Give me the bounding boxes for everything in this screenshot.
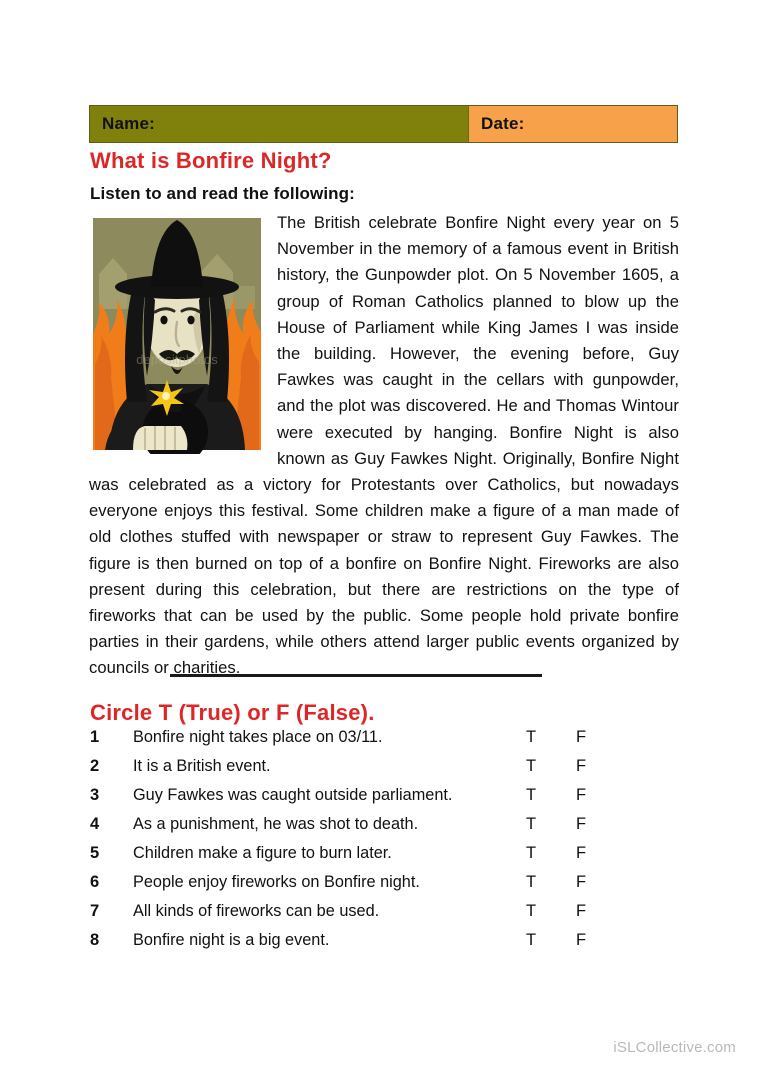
question-text: Guy Fawkes was caught outside parliament. xyxy=(133,786,453,804)
question-text: As a punishment, he was shot to death. xyxy=(133,815,419,833)
question-number: 6 xyxy=(90,873,100,891)
reading-instruction: Listen to and read the following: xyxy=(90,184,355,203)
answer-false-option[interactable]: F xyxy=(576,873,587,891)
table-row xyxy=(89,786,689,815)
question-number: 5 xyxy=(90,844,100,862)
question-text: People enjoy fireworks on Bonfire night. xyxy=(133,873,420,891)
section-divider xyxy=(170,674,542,677)
name-field[interactable] xyxy=(90,106,469,142)
question-text: Bonfire night is a big event. xyxy=(133,931,330,949)
answer-true-option[interactable]: T xyxy=(526,931,537,949)
answer-false-option[interactable]: F xyxy=(576,902,587,920)
answer-false-option[interactable]: F xyxy=(576,815,587,833)
answer-false-option[interactable]: F xyxy=(576,786,587,804)
question-number: 7 xyxy=(90,902,100,920)
answer-false-option[interactable]: F xyxy=(576,844,587,862)
answer-true-option[interactable]: T xyxy=(526,728,537,746)
true-false-question-list xyxy=(89,728,689,960)
table-row xyxy=(89,815,689,844)
name-label: Name: xyxy=(102,114,155,133)
question-number: 2 xyxy=(90,757,100,775)
guy-fawkes-illustration xyxy=(89,214,265,454)
question-text: All kinds of fireworks can be used. xyxy=(133,902,380,920)
answer-true-option[interactable]: T xyxy=(526,757,537,775)
svg-text:depositphotos: depositphotos xyxy=(136,352,218,367)
answer-true-option[interactable]: T xyxy=(526,786,537,804)
question-number: 1 xyxy=(90,728,100,746)
answer-false-option[interactable]: F xyxy=(576,728,587,746)
table-row xyxy=(89,873,689,902)
question-text: It is a British event. xyxy=(133,757,271,775)
table-row xyxy=(89,844,689,873)
answer-true-option[interactable]: T xyxy=(526,815,537,833)
passage-text: The British celebrate Bonfire Night every year on 5 November in the memory of a famous event in British history, the Gunpowder plot. On 5 November 1605, a group of Roman Catholics planned to blow up the House of Parliament while King James I was inside the building. However, the evening before, Guy Fawkes was caught in the cellars with gunpowder, and the plot was discovered. He and Thomas Wintour were executed by hanging. Bonfire Night is also known as Guy Fawkes Night. Originally, Bonfire Night was celebrated as a victory for Protestants over Catholics, but nowadays everyone enjoys this festival. Some children make a figure of a man made of old clothes stuffed with newspaper or straw to represent Guy Fawkes. The figure is then burned on top of a bonfire on Bonfire Night. Fireworks are also present during this celebration, but there are restrictions on the type of fireworks that can be used by the public. Some people hold private bonfire parties in their gardens, while others attend larger public events organized by councils or charities. xyxy=(89,213,679,678)
site-watermark: iSLCollective.com xyxy=(613,1039,736,1056)
table-row xyxy=(89,728,689,757)
table-row xyxy=(89,902,689,931)
answer-true-option[interactable]: T xyxy=(526,844,537,862)
date-field[interactable] xyxy=(469,106,677,142)
answer-true-option[interactable]: T xyxy=(526,873,537,891)
page-title: What is Bonfire Night? xyxy=(90,148,332,173)
answer-false-option[interactable]: F xyxy=(576,757,587,775)
question-number: 4 xyxy=(90,815,100,833)
answer-true-option[interactable]: T xyxy=(526,902,537,920)
question-text: Bonfire night takes place on 03/11. xyxy=(133,728,383,746)
question-text: Children make a figure to burn later. xyxy=(133,844,392,862)
table-row xyxy=(89,931,689,960)
answer-false-option[interactable]: F xyxy=(576,931,587,949)
name-date-bar xyxy=(89,105,678,143)
question-number: 3 xyxy=(90,786,100,804)
table-row xyxy=(89,757,689,786)
exercise-title: Circle T (True) or F (False). xyxy=(90,700,375,725)
reading-passage-block xyxy=(89,210,679,682)
question-number: 8 xyxy=(90,931,100,949)
date-label: Date: xyxy=(481,114,525,133)
